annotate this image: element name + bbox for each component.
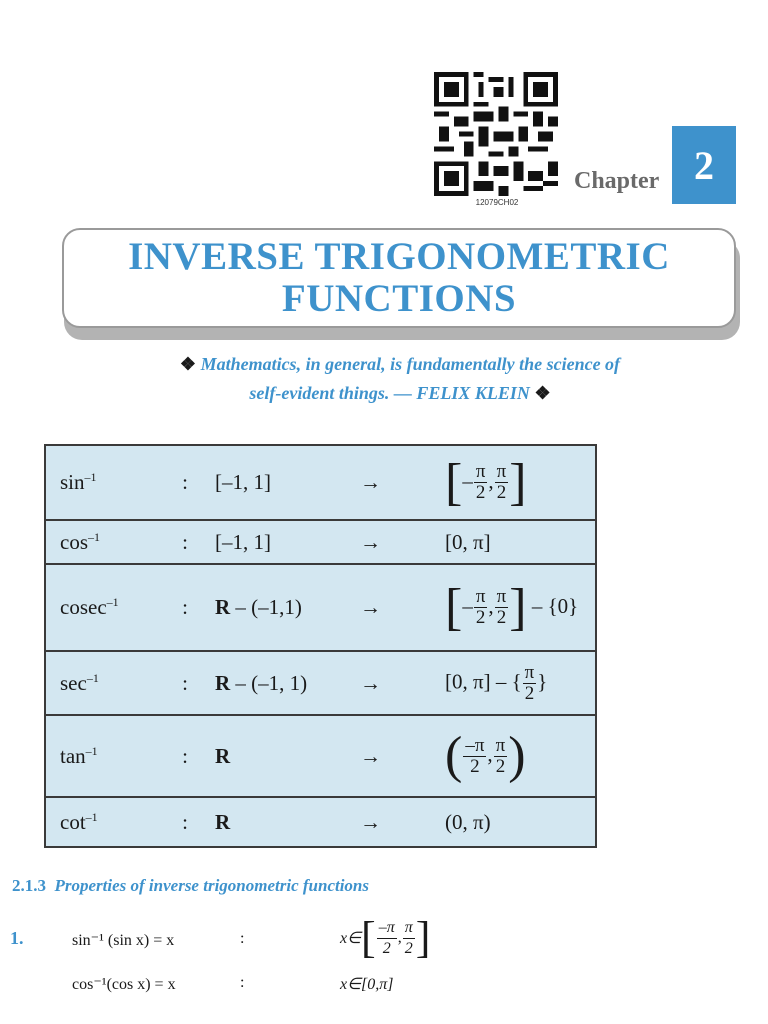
table-row [45, 520, 596, 564]
arrow-cell: → [340, 564, 445, 651]
table-row [45, 651, 596, 715]
function-cell: cosec$^{-1}$ [45, 564, 155, 651]
property-lhs: cos⁻¹(cos x) = x [72, 976, 176, 993]
range-cell: [0, π] – { $\frac{\pi}{2}$ } [445, 651, 596, 715]
colon-cell: : [155, 564, 215, 651]
qr-code-label: 12079CH02 [475, 198, 519, 207]
section-title: Properties of inverse trigonometric functions [54, 876, 369, 895]
table-row [45, 797, 596, 847]
chapter-title-line-2: FUNCTIONS [281, 277, 517, 320]
table-row [45, 564, 596, 651]
domain-cell: R [215, 797, 340, 847]
ornament-icon: ❖ [534, 383, 551, 403]
property-colon: : [240, 930, 245, 947]
colon-cell: : [155, 445, 215, 520]
arrow-cell: → [340, 715, 445, 797]
domain-cell: [–1, 1] [215, 520, 340, 564]
range-cell: [– $\frac{\pi}{2}$ , $\frac{\pi}{2}$ ] – {0} [445, 564, 596, 651]
arrow-cell: → [340, 797, 445, 847]
chapter-label: Chapter [574, 168, 660, 194]
epigraph-quote [60, 350, 740, 408]
domain-cell: [–1, 1] [215, 445, 340, 520]
ornament-icon: ❖ [179, 354, 197, 374]
property-condition: x∈ [ $\frac{-\pi}{2}$ , $\frac{\pi}{2}$ ] [340, 913, 431, 962]
function-cell: $\sec^{-1}$ [45, 651, 155, 715]
colon-cell: : [155, 651, 215, 715]
arrow-cell: → [340, 651, 445, 715]
range-cell: (0, π) [445, 797, 596, 847]
chapter-number-badge: 2 [672, 126, 736, 204]
quote-line-1: Mathematics, in general, is fundamentally the science of [200, 354, 621, 374]
property-lhs: sin⁻¹ (sin x) = x [72, 932, 175, 949]
table-row [45, 715, 596, 797]
property-colon: : [240, 974, 245, 991]
domain-cell: R – (–1,1) [215, 564, 340, 651]
function-cell: $\cot^{-1}$ [45, 797, 155, 847]
function-cell: $\sin^{-1}$ [45, 445, 155, 520]
property-number: 1. [10, 928, 24, 948]
colon-cell: : [155, 520, 215, 564]
table-row [45, 445, 596, 520]
section-number: 2.1.3 [12, 876, 46, 895]
range-cell: [– $\frac{\pi}{2}$ , $\frac{\pi}{2}$ ] [445, 445, 596, 520]
chapter-title-line-1: INVERSE TRIGONOMETRIC [128, 235, 670, 278]
function-cell: $\cos^{-1}$ [45, 520, 155, 564]
domain-range-table [44, 444, 597, 848]
section-heading [12, 876, 369, 896]
property-condition: x∈[0,π] [340, 976, 394, 993]
domain-cell: R – (–1, 1) [215, 651, 340, 715]
colon-cell: : [155, 715, 215, 797]
domain-cell: R [215, 715, 340, 797]
function-cell: $\tan^{-1}$ [45, 715, 155, 797]
range-cell: ( $\frac{-\pi}{2}$ , $\frac{\pi}{2}$ ) [445, 715, 596, 797]
quote-line-2: self-evident things. — FELIX KLEIN [249, 383, 530, 403]
arrow-cell: → [340, 445, 445, 520]
colon-cell: : [155, 797, 215, 847]
arrow-cell: → [340, 520, 445, 564]
qr-code-image [434, 72, 558, 196]
range-cell: [0, π] [445, 520, 596, 564]
chapter-title-box [62, 228, 736, 328]
